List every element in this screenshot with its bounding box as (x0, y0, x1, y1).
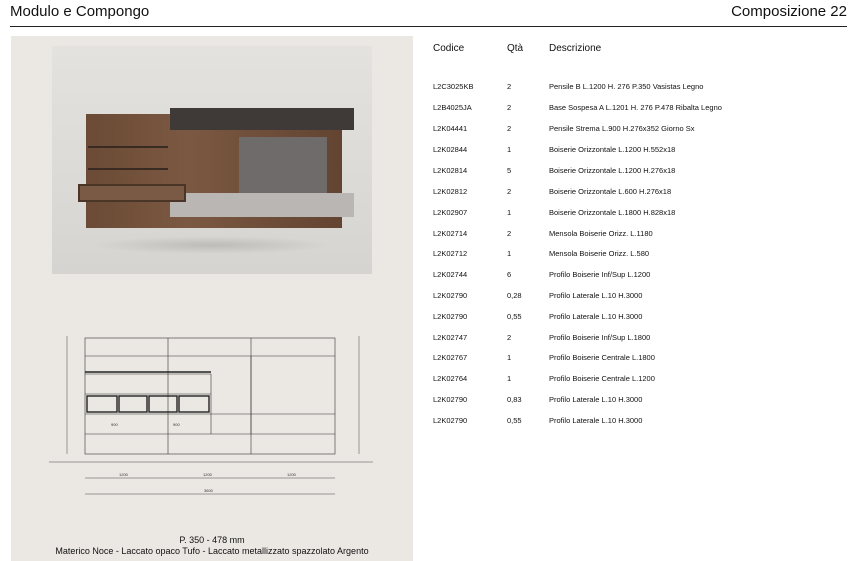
row-description: Boiserie Orizzontale L.1200 H.276x18 (549, 166, 676, 175)
row-description: Boiserie Orizzontale L.1200 H.552x18 (549, 145, 676, 154)
row-qty: 5 (507, 166, 512, 175)
row-description: Profilo Boiserie Centrale L.1800 (549, 353, 655, 362)
column-header-qty: Qtà (507, 43, 524, 54)
row-qty: 1 (507, 353, 512, 362)
render-image (52, 46, 372, 274)
row-code: L2K02814 (433, 166, 468, 175)
row-description: Mensola Boiserie Orizz. L.580 (549, 249, 650, 258)
row-code: L2K02764 (433, 374, 468, 383)
product-panel (11, 36, 413, 561)
row-description: Pensile Strema L.900 H.276x352 Giorno Sx (549, 124, 695, 133)
row-qty: 1 (507, 208, 512, 217)
row-code: L2K02714 (433, 229, 468, 238)
row-description: Boiserie Orizzontale L.1800 H.828x18 (549, 208, 676, 217)
row-description: Pensile B L.1200 H. 276 P.350 Vasistas Legno (549, 82, 704, 91)
technical-drawing (37, 326, 397, 506)
base-cabinet (170, 193, 354, 217)
row-code: L2K02712 (433, 249, 468, 258)
row-code: L2K02747 (433, 333, 468, 342)
column-header-description: Descrizione (549, 43, 602, 54)
row-qty: 1 (507, 374, 512, 383)
row-description: Profilo Laterale L.10 H.3000 (549, 312, 643, 321)
row-description: Profilo Laterale L.10 H.3000 (549, 395, 643, 404)
caption-depth: P. 350 - 478 mm (179, 535, 245, 545)
dim-inner-1: 900 (111, 422, 118, 427)
row-qty: 0,55 (507, 312, 522, 321)
row-description: Boiserie Orizzontale L.600 H.276x18 (549, 187, 672, 196)
row-qty: 2 (507, 124, 512, 133)
row-description: Profilo Boiserie Centrale L.1200 (549, 374, 655, 383)
row-code: L2K02907 (433, 208, 468, 217)
row-code: L2C3025KB (433, 82, 474, 91)
row-code: L2K04441 (433, 124, 468, 133)
row-code: L2K02790 (433, 395, 468, 404)
row-qty: 2 (507, 103, 512, 112)
floor-shadow (92, 236, 332, 254)
shelf (88, 146, 168, 148)
row-qty: 0,83 (507, 395, 522, 404)
row-code: L2K02812 (433, 187, 468, 196)
row-qty: 1 (507, 249, 512, 258)
row-description: Profilo Laterale L.10 H.3000 (549, 416, 643, 425)
row-code: L2K02790 (433, 416, 468, 425)
row-description: Profilo Laterale L.10 H.3000 (549, 291, 643, 300)
row-description: Profilo Boiserie Inf/Sup L.1200 (549, 270, 651, 279)
top-wall-cabinet (170, 108, 354, 130)
row-qty: 2 (507, 82, 512, 91)
row-qty: 0,28 (507, 291, 522, 300)
row-qty: 2 (507, 333, 512, 342)
dim-width-1: 1200 (119, 472, 128, 477)
row-description: Base Sospesa A L.1201 H. 276 P.478 Ribalta Legno (549, 103, 722, 112)
open-box-unit (78, 184, 186, 202)
row-code: L2B4025JA (433, 103, 472, 112)
row-description: Profilo Boiserie Inf/Sup L.1800 (549, 333, 651, 342)
dim-inner-2: 900 (173, 422, 180, 427)
row-code: L2K02844 (433, 145, 468, 154)
header-right-title: Composizione 22 (731, 3, 847, 20)
dim-total-width: 3600 (204, 488, 213, 493)
header-divider (10, 26, 847, 27)
row-qty: 2 (507, 229, 512, 238)
row-description: Mensola Boiserie Orizz. L.1180 (549, 229, 653, 238)
row-qty: 2 (507, 187, 512, 196)
dim-width-2: 1200 (203, 472, 212, 477)
caption-materials: Materico Noce - Laccato opaco Tufo - Laccato metallizzato spazzolato Argento (55, 546, 369, 556)
dim-width-3: 1200 (287, 472, 296, 477)
tv-screen (239, 137, 327, 193)
row-code: L2K02744 (433, 270, 468, 279)
shelf (88, 168, 168, 170)
row-qty: 0,55 (507, 416, 522, 425)
header-left-title: Modulo e Compongo (10, 3, 150, 20)
row-code: L2K02790 (433, 291, 468, 300)
row-qty: 6 (507, 270, 512, 279)
column-header-code: Codice (433, 43, 465, 54)
row-code: L2K02790 (433, 312, 468, 321)
row-code: L2K02767 (433, 353, 468, 362)
row-qty: 1 (507, 145, 512, 154)
